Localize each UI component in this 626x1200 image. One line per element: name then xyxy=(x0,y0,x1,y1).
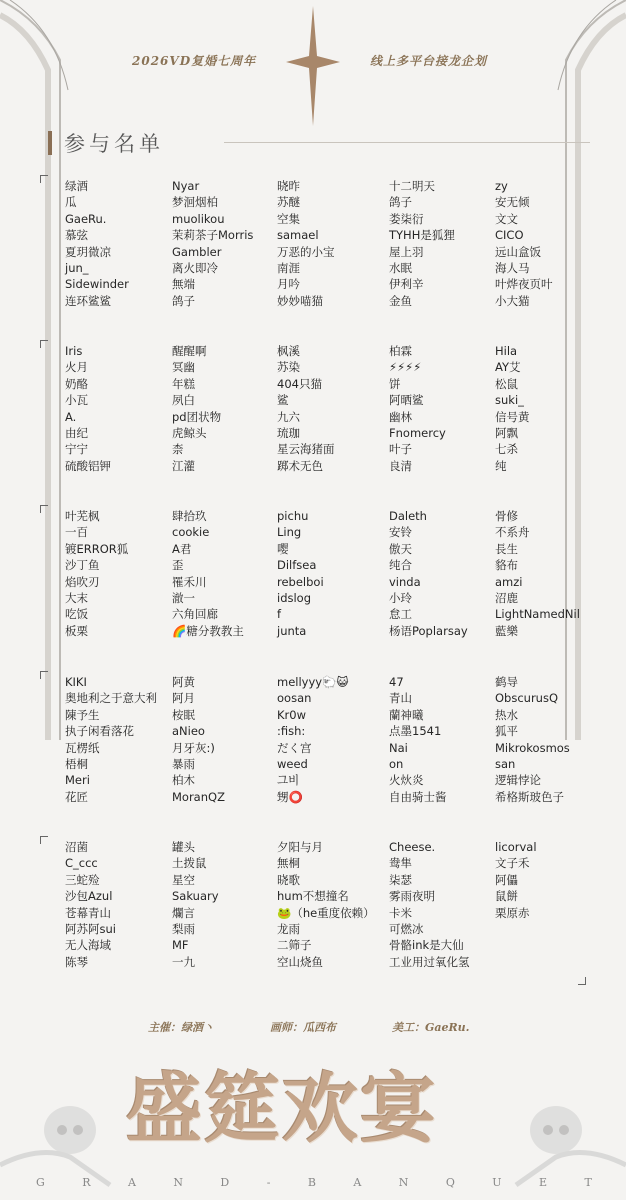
participant-name: 自由骑士酱 xyxy=(389,789,447,804)
participant-name: 离火即冷 xyxy=(172,261,218,276)
participant-name: f xyxy=(277,607,282,622)
participant-name: 怠工 xyxy=(389,607,412,622)
participant-name: mellyyy🐑😺 xyxy=(277,675,349,689)
participant-name: 阿晒鲨 xyxy=(389,393,424,408)
participant-name: 松鼠 xyxy=(495,376,518,391)
participant-name: Kr0w xyxy=(277,707,306,722)
participant-name: 安铃 xyxy=(389,525,412,540)
participant-name: 伊利辛 xyxy=(389,277,424,292)
participant-name: 梨雨 xyxy=(172,922,195,937)
participant-name: oosan xyxy=(277,691,312,706)
subtitle-letter: G xyxy=(36,1176,45,1189)
participant-name: 夙白 xyxy=(172,393,195,408)
participant-name: 阿儡 xyxy=(495,872,518,887)
participant-name: 貉布 xyxy=(495,558,518,573)
participant-column xyxy=(389,839,470,970)
participant-name: hum不想撞名 xyxy=(277,889,349,904)
participant-name: Ling xyxy=(277,525,302,540)
participant-column xyxy=(277,343,335,474)
participant-name: 点墨1541 xyxy=(389,724,442,739)
participant-name: 九六 xyxy=(277,409,300,424)
participant-name: Nyar xyxy=(172,179,200,193)
participant-name: 沙丁鱼 xyxy=(65,558,100,573)
participant-name: 嘤 xyxy=(277,541,289,556)
participant-name: 404只猫 xyxy=(277,376,322,391)
title-divider xyxy=(224,142,590,143)
participant-name: vinda xyxy=(389,574,421,589)
participant-group-4 xyxy=(40,674,590,824)
participant-name: 冥幽 xyxy=(172,360,195,375)
corner-bracket xyxy=(40,671,48,679)
participant-name: 一九 xyxy=(172,954,195,969)
participant-name: 月吟 xyxy=(277,277,300,292)
participant-name: ObscurusQ xyxy=(495,691,559,706)
participant-name: 海人马 xyxy=(495,261,530,276)
participant-name: 罹禾川 xyxy=(172,574,207,589)
participant-name: 幽林 xyxy=(389,409,412,424)
participant-name: 夏玥微凉 xyxy=(65,244,111,259)
subtitle-letter: A xyxy=(127,1176,136,1189)
participant-name: 柰 xyxy=(172,442,184,457)
participant-name: A. xyxy=(65,409,77,424)
participant-name: 桉眠 xyxy=(172,707,195,722)
participant-name: 🐸（he重度依赖） xyxy=(277,905,375,920)
participant-name: 暴雨 xyxy=(172,757,195,772)
participant-name: 枫溪 xyxy=(277,344,300,358)
credit-host: 主催：绿酒丶 xyxy=(148,1021,214,1034)
participant-name: Gambler xyxy=(172,244,222,259)
participant-name: CICO xyxy=(495,228,524,243)
participant-column xyxy=(172,674,225,805)
participant-name: 龙雨 xyxy=(277,922,300,937)
participant-name: 工业用过氧化氢 xyxy=(389,954,470,969)
participant-name: 47 xyxy=(389,675,404,689)
participant-column xyxy=(495,343,530,474)
participant-column xyxy=(65,178,129,309)
participant-name: licorval xyxy=(495,840,537,854)
participant-name: 虎鲸头 xyxy=(172,426,207,441)
participant-name: 叶烨夜页叶 xyxy=(495,277,553,292)
participant-name: 大末 xyxy=(65,591,88,606)
participant-name: Hila xyxy=(495,344,518,358)
participant-name: 骨修 xyxy=(495,509,518,523)
participant-name: 그비 xyxy=(277,773,300,788)
participant-name: 远山盒饭 xyxy=(495,244,541,259)
participant-column xyxy=(172,839,219,970)
participant-name: idslog xyxy=(277,591,312,606)
participant-name: 七杀 xyxy=(495,442,518,457)
participant-name: 执子闲看落花 xyxy=(65,724,134,739)
participant-name: 瓦楞纸 xyxy=(65,740,100,755)
subtitle-letter: N xyxy=(398,1176,409,1189)
star-icon xyxy=(286,6,340,126)
participant-name: 陈琴 xyxy=(65,954,88,969)
participant-name: 饼 xyxy=(389,376,401,391)
participant-name: 文子禾 xyxy=(495,856,530,871)
participant-name: 不系舟 xyxy=(495,525,530,540)
participant-name: KIKI xyxy=(65,675,87,689)
participant-column xyxy=(172,178,253,309)
participant-name: 長生 xyxy=(495,541,518,556)
participant-name: 踯术无色 xyxy=(277,458,323,473)
participant-name: 娄柒衍 xyxy=(389,211,424,226)
subtitle-letter: R xyxy=(82,1176,91,1189)
participant-column xyxy=(277,839,375,970)
participant-name: Cheese. xyxy=(389,840,436,854)
participant-name: AY艾 xyxy=(495,360,521,375)
participant-column xyxy=(65,839,116,970)
participant-name: :fish: xyxy=(277,724,306,739)
participant-name: 宁宁 xyxy=(65,442,88,457)
participant-name: 万恶的小宝 xyxy=(277,244,335,259)
participant-name: Sidewinder xyxy=(65,277,129,292)
participant-name: weed xyxy=(277,757,308,772)
participant-name: 茉莉茶子Morris xyxy=(172,228,254,243)
participant-name: 夕阳与月 xyxy=(277,840,323,854)
participant-name: 肆拾玖 xyxy=(172,509,207,523)
section-title-text: 参与名单 xyxy=(64,132,164,156)
participant-name: 逻辑悖论 xyxy=(495,773,541,788)
participant-name: 青山 xyxy=(389,691,412,706)
participant-name: 星云海猪面 xyxy=(277,442,335,457)
participant-name: 南涯 xyxy=(277,261,300,276)
participant-name: 焰吹刃 xyxy=(65,574,100,589)
participant-name: 江灌 xyxy=(172,458,195,473)
corner-bracket xyxy=(40,505,48,513)
participant-column xyxy=(172,508,244,639)
header-right-text: 线上多平台接龙企划 xyxy=(370,54,488,68)
participant-name: 梦洄烟柏 xyxy=(172,195,218,210)
participant-name: 奶酪 xyxy=(65,376,88,391)
participant-name: 無桐 xyxy=(277,856,300,871)
participant-name: 空山烧鱼 xyxy=(277,954,323,969)
participant-name: 火月 xyxy=(65,360,88,375)
participant-name: C_ccc xyxy=(65,856,98,871)
participant-name: 希格斯玻色子 xyxy=(495,789,564,804)
participant-column xyxy=(277,674,348,805)
participant-name: 晓歌 xyxy=(277,872,300,887)
participant-name: 狐平 xyxy=(495,724,518,739)
participant-name: GaeRu. xyxy=(65,211,107,226)
participant-column xyxy=(389,343,446,474)
participant-name: 歪 xyxy=(172,558,184,573)
subtitle-letters xyxy=(36,1176,592,1189)
participant-name: 一百 xyxy=(65,525,88,540)
participant-name: 无人海域 xyxy=(65,938,111,953)
participant-name: 阿黄 xyxy=(172,675,195,689)
participant-name: pichu xyxy=(277,509,309,523)
participant-name: 慕弦 xyxy=(65,228,88,243)
corner-bracket xyxy=(40,340,48,348)
participant-name: muolikou xyxy=(172,211,225,226)
participant-name: 月牙灰:) xyxy=(172,740,215,755)
participant-group-5 xyxy=(40,839,590,989)
participant-name: 柏霖 xyxy=(389,344,412,358)
participant-name: 星空 xyxy=(172,872,195,887)
participant-name: 柒瑟 xyxy=(389,872,412,887)
participant-name: on xyxy=(389,757,404,772)
participant-name: samael xyxy=(277,228,319,243)
participant-name: 水眠 xyxy=(389,261,412,276)
participant-name: Dilfsea xyxy=(277,558,317,573)
section-title-bar xyxy=(48,131,52,155)
participant-name: 奥地利之于意大利 xyxy=(65,691,157,706)
participant-name: 阿苏阿sui xyxy=(65,922,116,937)
participant-name: 澈一 xyxy=(172,591,195,606)
subtitle-letter: - xyxy=(266,1176,271,1189)
participant-name: cookie xyxy=(172,525,210,540)
participant-group-2 xyxy=(40,343,590,493)
participant-name: 良清 xyxy=(389,458,412,473)
participant-name: 鲨 xyxy=(277,393,289,408)
participant-column xyxy=(495,674,570,805)
participant-name: 苏染 xyxy=(277,360,300,375)
participant-name: 屋上羽 xyxy=(389,244,424,259)
participant-name: 空集 xyxy=(277,211,300,226)
participant-name: 小瓦 xyxy=(65,393,88,408)
participant-column xyxy=(277,178,335,309)
participant-name: 连环鲨鲨 xyxy=(65,293,111,308)
participant-name: rebelboi xyxy=(277,574,324,589)
participant-name: suki_ xyxy=(495,393,524,408)
participant-name: 十二明天 xyxy=(389,179,435,193)
participant-name: Fnomercy xyxy=(389,426,446,441)
participant-name: 绿酒 xyxy=(65,179,88,193)
participant-name: Sakuary xyxy=(172,889,219,904)
participant-name: 小大猫 xyxy=(495,293,530,308)
participant-name: 陳予生 xyxy=(65,707,100,722)
participant-name: 沼菌 xyxy=(65,840,88,854)
participant-name: 爛言 xyxy=(172,905,195,920)
participant-name: 镀ERROR狐 xyxy=(65,541,129,556)
participant-name: ⚡⚡⚡⚡ xyxy=(389,360,422,375)
subtitle-letter: E xyxy=(539,1176,548,1189)
participant-name: 纯合 xyxy=(389,558,412,573)
credit-artist: 画师：瓜西布 xyxy=(270,1021,336,1034)
participant-column xyxy=(65,343,111,474)
subtitle-letter: B xyxy=(307,1176,316,1189)
participant-name: 热水 xyxy=(495,707,518,722)
participant-name: 骨骼ink是大仙 xyxy=(389,938,464,953)
participant-column xyxy=(389,674,447,805)
participant-name: 吃饭 xyxy=(65,607,88,622)
participant-name: 沙包Azul xyxy=(65,889,113,904)
participant-name: 文文 xyxy=(495,211,518,226)
participant-column xyxy=(277,508,324,639)
participant-name: 鼠餅 xyxy=(495,889,518,904)
participant-group-1 xyxy=(40,178,590,328)
participant-name: 鸽子 xyxy=(172,293,195,308)
participant-name: 鸯隼 xyxy=(389,856,412,871)
participant-name: 板栗 xyxy=(65,623,88,638)
participant-name: 阿月 xyxy=(172,691,195,706)
participant-name: jun_ xyxy=(65,261,89,276)
corner-bracket xyxy=(40,836,48,844)
participant-name: 鹤导 xyxy=(495,675,518,689)
participant-name: 瓜 xyxy=(65,195,77,210)
participant-name: Mikrokosmos xyxy=(495,740,570,755)
participant-name: 梧桐 xyxy=(65,757,88,772)
subtitle-letter: N xyxy=(173,1176,183,1189)
participant-name: だく宫 xyxy=(277,740,312,755)
subtitle-letter: D xyxy=(220,1176,230,1189)
participant-name: 土拨鼠 xyxy=(172,856,207,871)
participant-column xyxy=(389,178,455,309)
participant-name: 六角回廊 xyxy=(172,607,218,622)
participant-name: 阿飘 xyxy=(495,426,518,441)
participant-column xyxy=(65,674,157,805)
participant-name: 安无倾 xyxy=(495,195,530,210)
participant-name: 叶子 xyxy=(389,442,412,457)
participant-name: 信号黄 xyxy=(495,409,530,424)
subtitle-letter: A xyxy=(353,1176,362,1189)
participant-name: MF xyxy=(172,938,189,953)
participant-name: 🌈糖分教教主 xyxy=(172,623,244,638)
participant-name: 小玲 xyxy=(389,591,412,606)
participant-name: 傲天 xyxy=(389,541,412,556)
participant-column xyxy=(389,508,468,639)
participant-name: 硫酸铝钾 xyxy=(65,458,111,473)
participant-column xyxy=(495,178,553,309)
participant-column xyxy=(65,508,128,639)
participant-name: 叶芜枫 xyxy=(65,509,100,523)
participant-name: A君 xyxy=(172,541,192,556)
participant-name: 杨语Poplarsay xyxy=(389,623,468,638)
participant-name: Daleth xyxy=(389,509,427,523)
participant-name: pd团状物 xyxy=(172,409,222,424)
participant-name: 沼鹿 xyxy=(495,591,518,606)
participant-name: 苍幕青山 xyxy=(65,905,111,920)
participant-name: 年糕 xyxy=(172,376,195,391)
participant-name: san xyxy=(495,757,516,772)
participant-name: 鸽子 xyxy=(389,195,412,210)
subtitle-letter: U xyxy=(492,1176,502,1189)
subtitle-letter: T xyxy=(584,1176,592,1189)
participant-name: 甥⭕ xyxy=(277,789,303,804)
participant-name: 罐头 xyxy=(172,840,195,854)
participant-column xyxy=(495,839,537,921)
participant-column xyxy=(172,343,221,474)
subtitle-letter: Q xyxy=(445,1176,455,1189)
participant-name: 藍樂 xyxy=(495,623,518,638)
participant-name: 琉珈 xyxy=(277,426,300,441)
participant-name: 柏木 xyxy=(172,773,195,788)
participant-name: 火炏炎 xyxy=(389,773,424,788)
participant-name: 苏醚 xyxy=(277,195,300,210)
participant-name: amzi xyxy=(495,574,523,589)
participant-name: Iris xyxy=(65,344,83,358)
participant-name: 栗原赤 xyxy=(495,905,530,920)
participant-name: 蘭神曦 xyxy=(389,707,424,722)
participant-name: Meri xyxy=(65,773,90,788)
main-title: 盛筵欢宴 xyxy=(126,1064,438,1153)
participant-name: 晓昨 xyxy=(277,179,300,193)
header-left-text: 2026VD复婚七周年 xyxy=(132,54,257,68)
participant-name: 醒醒啊 xyxy=(172,344,207,358)
participant-name: 妙妙喵猫 xyxy=(277,293,323,308)
participant-name: 纯 xyxy=(495,458,507,473)
participant-name: junta xyxy=(277,623,307,638)
section-title xyxy=(48,128,164,158)
participant-name: 二筛子 xyxy=(277,938,312,953)
participant-name: MoranQZ xyxy=(172,789,225,804)
participant-name: 金鱼 xyxy=(389,293,412,308)
participant-group-3 xyxy=(40,508,590,658)
participant-name: aNieo xyxy=(172,724,205,739)
credit-designer: 美工：GaeRu. xyxy=(392,1021,470,1034)
participant-name: 三蛇殓 xyxy=(65,872,100,887)
participant-name: 由纪 xyxy=(65,426,88,441)
participant-name: 雾雨夜明 xyxy=(389,889,435,904)
corner-bracket-bottom-right xyxy=(578,977,586,985)
participant-name: 無端 xyxy=(172,277,195,292)
participant-name: 卡米 xyxy=(389,905,412,920)
participant-name: zy xyxy=(495,179,508,193)
participant-name: TYHH是狐狸 xyxy=(389,228,455,243)
participant-column xyxy=(495,508,580,639)
corner-bracket xyxy=(40,175,48,183)
participant-name: LightNamedNil xyxy=(495,607,580,622)
participant-name: 可燃冰 xyxy=(389,922,424,937)
participant-name: Nai xyxy=(389,740,408,755)
participant-name: 花匠 xyxy=(65,789,88,804)
